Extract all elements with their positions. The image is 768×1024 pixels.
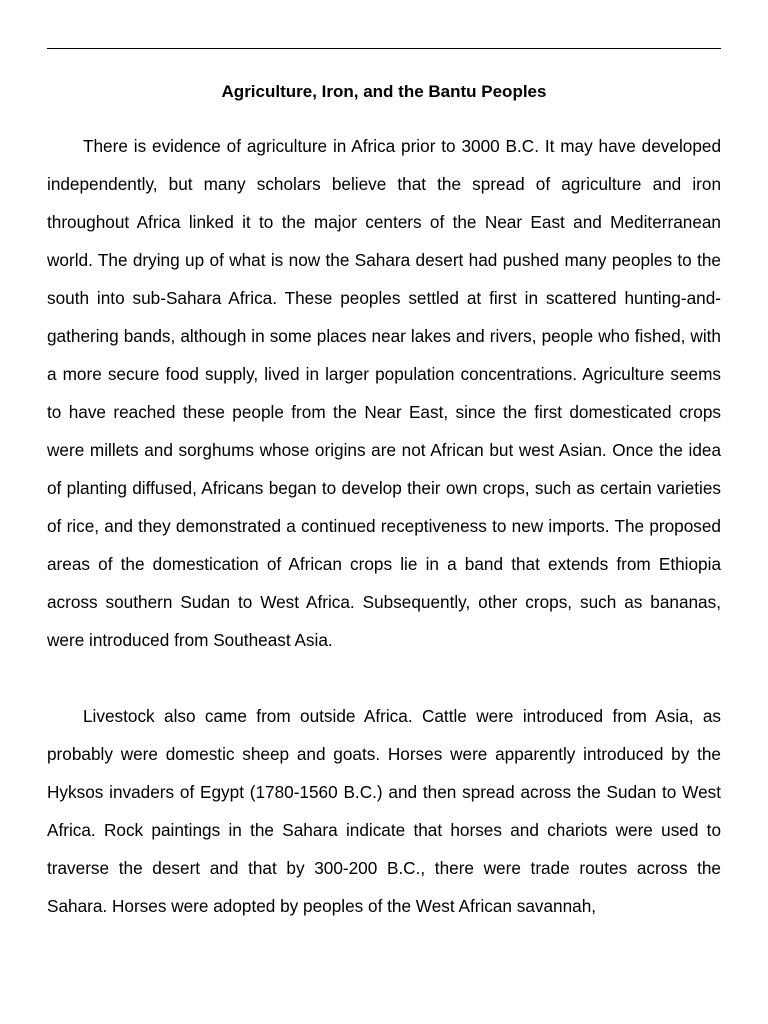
document-title: Agriculture, Iron, and the Bantu Peoples (221, 82, 547, 101)
paragraph: There is evidence of agriculture in Africa prior to 3000 B.C. It may have developed independently, but many scholars believe that the spread of agriculture and iron throughout Africa linked it to the major centers of the Near East and Mediterranean world. The drying up of what is now the Sahara desert had pushed many peoples to the south into sub-Sahara Africa. These peoples settled at first in scattered hunting-and-gathering bands, although in some places near lakes and rivers, people who fished, with a more secure food supply, lived in larger population concentrations. Agriculture seems to have reached these people from the Near East, since the first domesticated crops were millets and sorghums whose origins are not African but west Asian. Once the idea of planting diffused, Africans began to develop their own crops, such as certain varieties of rice, and they demonstrated a continued receptiveness to new imports. The proposed areas of the domestication of African crops lie in a band that extends from Ethiopia across southern Sudan to West Africa. Subsequently, other crops, such as bananas, were introduced from Southeast Asia. (47, 136, 721, 650)
header-rule (47, 48, 721, 49)
document-body (47, 127, 721, 925)
paragraph: Livestock also came from outside Africa. Cattle were introduced from Asia, as probably were domestic sheep and goats. Horses were apparently introduced by the Hyksos invaders of Egypt (1780-1560 B.C.) and then spread across the Sudan to West Africa. Rock paintings in the Sahara indicate that horses and chariots were used to traverse the desert and that by 300-200 B.C., there were trade routes across the Sahara. Horses were adopted by peoples of the West African savannah, (47, 706, 721, 916)
